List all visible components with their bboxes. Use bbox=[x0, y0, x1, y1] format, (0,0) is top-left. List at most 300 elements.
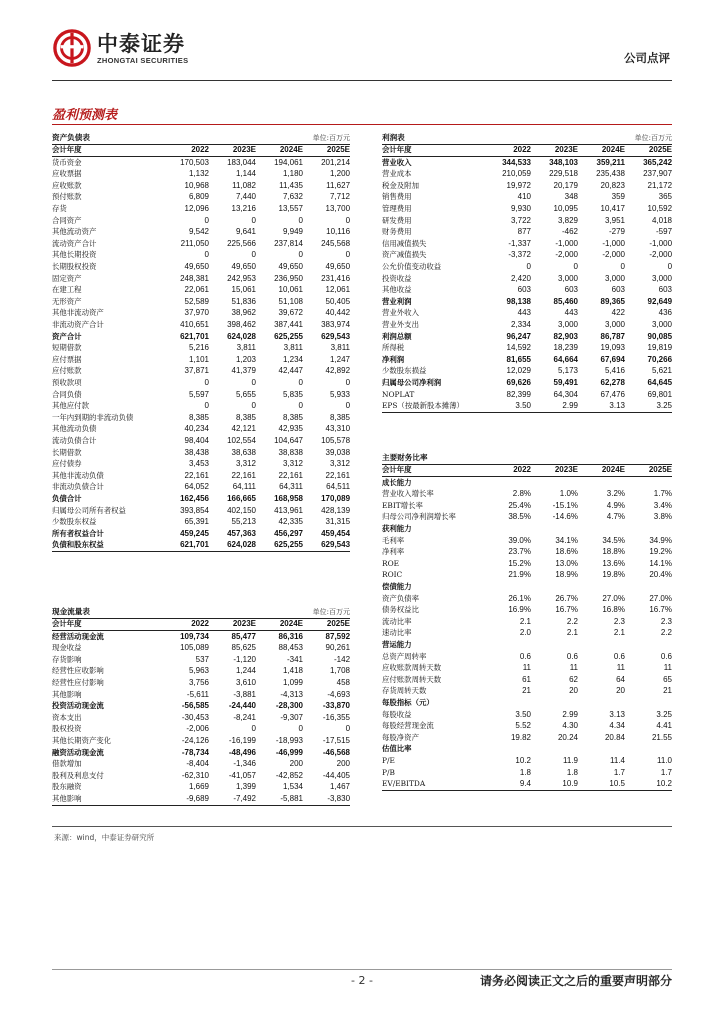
header-label: 会计年度 bbox=[52, 144, 162, 157]
row-value: 0 bbox=[204, 250, 209, 260]
row-value: 398,462 bbox=[227, 320, 256, 329]
row-value: 413,961 bbox=[274, 505, 303, 515]
row-value: 4.34 bbox=[609, 721, 625, 731]
row-label: NOPLAT bbox=[382, 389, 415, 399]
row-label: 其他非流动负债 bbox=[52, 470, 104, 480]
row-value: 0.6 bbox=[566, 651, 578, 661]
row-value: 625,255 bbox=[256, 540, 303, 552]
row-label: 营业外支出 bbox=[382, 320, 419, 329]
row-value: 41,379 bbox=[231, 366, 256, 376]
row-value bbox=[578, 477, 625, 489]
row-value: 11.0 bbox=[657, 755, 672, 765]
row-value: 10,116 bbox=[326, 227, 351, 237]
row-label: EV/EBITDA bbox=[382, 779, 484, 791]
row-value: 22,061 bbox=[184, 285, 209, 295]
row-value: 42,121 bbox=[231, 424, 256, 434]
table-row bbox=[52, 447, 350, 459]
row-label: 投资收益 bbox=[382, 273, 412, 283]
row-value: 3,312 bbox=[329, 459, 351, 469]
row-label: 财务费用 bbox=[382, 227, 412, 237]
row-label: 短期借款 bbox=[52, 343, 82, 353]
row-value: 14.1% bbox=[649, 558, 672, 568]
row-value: -2,000 bbox=[555, 250, 578, 260]
section-divider bbox=[52, 124, 672, 125]
row-value: 39,038 bbox=[325, 447, 351, 457]
row-value: -15.1% bbox=[552, 500, 578, 510]
row-value: 2.1 bbox=[566, 628, 578, 638]
row-value: 5,963 bbox=[188, 666, 209, 676]
table-row bbox=[382, 512, 672, 524]
row-label: 资产负债率 bbox=[382, 593, 419, 603]
row-value: 200 bbox=[289, 759, 303, 769]
row-value: 1.7 bbox=[660, 767, 672, 777]
row-value: 69,801 bbox=[647, 389, 673, 399]
row-value: 14,592 bbox=[506, 343, 531, 353]
source-divider bbox=[52, 826, 672, 827]
row-label: 归属母公司所有者权益 bbox=[52, 505, 126, 515]
row-label: 其他长期资产变化 bbox=[52, 736, 112, 746]
row-value: 10,061 bbox=[278, 285, 303, 295]
row-value: -30,453 bbox=[181, 712, 209, 722]
row-value: 3,951 bbox=[604, 215, 625, 225]
row-value: 387,441 bbox=[274, 320, 303, 329]
row-value: 0.6 bbox=[660, 651, 672, 661]
row-value: 456,297 bbox=[274, 528, 303, 538]
row-label: 非流动负债合计 bbox=[52, 482, 104, 492]
balance-sheet-table bbox=[52, 132, 350, 552]
brand-name-cn: 中泰证券 bbox=[97, 31, 185, 56]
table-row bbox=[382, 593, 672, 605]
row-value: 9,930 bbox=[510, 204, 531, 214]
row-label: 投资活动现金流 bbox=[52, 701, 104, 711]
row-value: 2,334 bbox=[510, 320, 531, 329]
row-value: -4,693 bbox=[327, 689, 351, 699]
table-row bbox=[382, 651, 672, 663]
table-row bbox=[52, 424, 350, 436]
row-value: 37,970 bbox=[184, 308, 209, 318]
row-value bbox=[531, 477, 578, 489]
row-label: 税金及附加 bbox=[382, 180, 419, 190]
row-value: 70,266 bbox=[647, 354, 673, 364]
row-value: 1,467 bbox=[329, 782, 351, 792]
row-label: EBIT增长率 bbox=[382, 500, 423, 510]
table-row bbox=[52, 528, 350, 540]
row-value: 102,554 bbox=[227, 435, 256, 445]
row-value: 3,000 bbox=[651, 273, 673, 283]
row-label: 预付账款 bbox=[52, 192, 82, 202]
row-value: 19,972 bbox=[506, 180, 531, 190]
row-value: 0 bbox=[204, 401, 209, 411]
table-row bbox=[382, 605, 672, 617]
row-label: 融资活动现金流 bbox=[52, 747, 104, 757]
row-value: 4.9% bbox=[606, 500, 625, 510]
row-value: 20 bbox=[569, 686, 578, 696]
row-value: 1,101 bbox=[188, 354, 209, 364]
row-value: 236,950 bbox=[274, 273, 303, 283]
row-label: P/B bbox=[382, 767, 395, 777]
table-row bbox=[52, 262, 350, 274]
row-value: 86,787 bbox=[600, 331, 625, 341]
table-row bbox=[382, 238, 672, 250]
header-label: 会计年度 bbox=[52, 618, 162, 631]
row-label: 负债合计 bbox=[52, 493, 82, 503]
row-label: 少数股东权益 bbox=[52, 517, 97, 527]
table-row bbox=[52, 782, 350, 794]
row-value: 1,247 bbox=[329, 354, 351, 364]
row-value: 34.1% bbox=[555, 535, 578, 545]
row-value: 20 bbox=[616, 686, 625, 696]
row-label: 其他流动资产 bbox=[52, 227, 97, 237]
table-row bbox=[382, 477, 672, 489]
table-row bbox=[52, 540, 350, 552]
row-value: 19.8% bbox=[602, 570, 625, 580]
row-label: 营业成本 bbox=[382, 169, 412, 179]
row-value: 428,139 bbox=[321, 505, 351, 515]
table-row bbox=[52, 169, 350, 181]
table-row bbox=[382, 227, 672, 239]
table-title: 现金流量表 bbox=[52, 606, 256, 618]
row-value bbox=[578, 744, 625, 756]
row-value: 87,592 bbox=[325, 631, 351, 641]
row-value: 2.2 bbox=[566, 616, 578, 626]
row-value: 85,625 bbox=[231, 643, 256, 653]
row-value: 21 bbox=[663, 686, 672, 696]
table-row bbox=[52, 770, 350, 782]
row-value: 2.99 bbox=[531, 401, 578, 413]
table-row bbox=[382, 535, 672, 547]
row-label: 经营性应付影响 bbox=[52, 678, 104, 688]
row-value: 51,836 bbox=[231, 296, 256, 306]
row-value bbox=[625, 744, 672, 756]
row-label: 偿债能力 bbox=[382, 582, 412, 592]
row-value: 9,949 bbox=[282, 227, 303, 237]
row-label: 净利率 bbox=[382, 547, 405, 557]
row-value: 0 bbox=[345, 401, 351, 411]
row-value bbox=[531, 697, 578, 709]
row-value: 11.9 bbox=[563, 755, 578, 765]
header-year: 2025E bbox=[303, 618, 350, 631]
row-value: 37,871 bbox=[184, 366, 209, 376]
table-row bbox=[52, 724, 350, 736]
row-value: 25.4% bbox=[508, 500, 531, 510]
brand-name-en: ZHONGTAI SECURITIES bbox=[97, 55, 189, 65]
row-label: 营运能力 bbox=[382, 640, 412, 649]
row-label: 总资产周转率 bbox=[382, 651, 427, 661]
row-value: -8,241 bbox=[233, 712, 256, 722]
row-value: 109,734 bbox=[180, 631, 209, 641]
row-value: -1,337 bbox=[508, 238, 531, 248]
row-value: 20.4% bbox=[649, 570, 672, 580]
row-value: 19,819 bbox=[647, 343, 673, 353]
row-value: 393,854 bbox=[180, 505, 209, 515]
row-value: 49,650 bbox=[184, 262, 209, 272]
row-value: 2.99 bbox=[562, 709, 578, 719]
row-value: 3,000 bbox=[557, 273, 578, 283]
table-row bbox=[52, 343, 350, 355]
table-row bbox=[382, 320, 672, 332]
row-value: 39,672 bbox=[278, 308, 303, 318]
table-row bbox=[52, 401, 350, 413]
header-year: 2022 bbox=[484, 144, 531, 157]
row-label: 资本支出 bbox=[52, 712, 82, 722]
row-value: -44,405 bbox=[322, 770, 351, 780]
row-value: 67,694 bbox=[600, 354, 625, 364]
row-value: 18,239 bbox=[553, 343, 578, 353]
row-value: 11 bbox=[569, 663, 578, 673]
row-value: 1.8 bbox=[566, 767, 578, 777]
row-value: 5,933 bbox=[329, 389, 351, 399]
table-header-row bbox=[52, 618, 350, 631]
table-row bbox=[52, 320, 350, 332]
row-label: 应付账款周转天数 bbox=[382, 674, 442, 684]
table-row bbox=[382, 709, 672, 721]
table-row bbox=[52, 389, 350, 401]
table-row bbox=[382, 674, 672, 686]
row-value: 105,089 bbox=[180, 643, 209, 653]
row-value: -7,492 bbox=[209, 794, 256, 806]
row-value: 242,953 bbox=[227, 273, 256, 283]
table-row bbox=[382, 204, 672, 216]
table-row bbox=[382, 779, 672, 791]
row-label: 股权投资 bbox=[52, 724, 82, 734]
row-label: P/E bbox=[382, 755, 395, 765]
row-value: -142 bbox=[334, 654, 351, 664]
row-label: 现金收益 bbox=[52, 643, 82, 653]
row-value: 0 bbox=[251, 215, 256, 225]
row-value: 9.4 bbox=[484, 779, 531, 791]
row-value: 62,278 bbox=[600, 377, 625, 387]
company-logo bbox=[53, 28, 188, 68]
row-value: -5,881 bbox=[256, 794, 303, 806]
row-value: 3.50 bbox=[515, 709, 531, 719]
row-label: 利润总额 bbox=[382, 331, 412, 341]
table-row bbox=[382, 755, 672, 767]
row-value: 603 bbox=[658, 285, 673, 295]
row-value: 55,213 bbox=[231, 517, 256, 527]
table-row bbox=[52, 701, 350, 713]
row-value: 8,385 bbox=[329, 412, 351, 422]
row-value: 7,632 bbox=[282, 192, 303, 202]
row-value: 5,416 bbox=[604, 366, 625, 376]
row-value: 18.6% bbox=[555, 547, 578, 557]
table-row bbox=[382, 767, 672, 779]
row-value: 3.25 bbox=[656, 709, 672, 719]
row-value: 3,811 bbox=[283, 343, 303, 353]
header-year: 2023E bbox=[209, 618, 256, 631]
table-row bbox=[382, 192, 672, 204]
row-value: -16,199 bbox=[228, 736, 256, 746]
row-value: 12,061 bbox=[325, 285, 351, 295]
row-label: 流动负债合计 bbox=[52, 435, 97, 445]
cash-flow-table bbox=[52, 606, 350, 806]
row-value: 3.25 bbox=[625, 401, 672, 413]
table-header-row bbox=[382, 144, 672, 157]
row-value: 537 bbox=[195, 654, 209, 664]
row-value: 3,000 bbox=[604, 320, 625, 329]
row-label: 所有者权益合计 bbox=[52, 528, 104, 538]
table-row bbox=[382, 582, 672, 594]
table-title-row bbox=[382, 132, 672, 144]
row-value: 1,234 bbox=[282, 354, 303, 364]
row-value: 0 bbox=[345, 724, 351, 734]
table-row bbox=[52, 666, 350, 678]
row-value: 603 bbox=[611, 285, 625, 295]
row-value: 3,312 bbox=[282, 459, 303, 469]
table-row bbox=[52, 459, 350, 471]
row-value: 1,244 bbox=[235, 666, 256, 676]
row-value: 7,440 bbox=[235, 192, 256, 202]
table-row bbox=[52, 747, 350, 759]
row-value: 183,044 bbox=[227, 157, 256, 167]
row-value: -1,000 bbox=[649, 238, 673, 248]
row-value: 3.4% bbox=[653, 500, 672, 510]
row-value: 348 bbox=[564, 192, 578, 202]
row-label: EPS（按最新股本摊薄） bbox=[382, 401, 484, 413]
row-value: 90,085 bbox=[647, 331, 673, 341]
table-row bbox=[382, 354, 672, 366]
row-value: 0 bbox=[298, 401, 303, 411]
table-row bbox=[52, 157, 350, 169]
row-value: 1,708 bbox=[329, 666, 351, 676]
table-row bbox=[382, 489, 672, 501]
row-value: 359 bbox=[611, 192, 625, 202]
table-row bbox=[52, 308, 350, 320]
row-value: 0 bbox=[620, 262, 625, 272]
row-value: 22,161 bbox=[231, 470, 256, 480]
table-row bbox=[52, 366, 350, 378]
row-value: 2.8% bbox=[512, 489, 531, 499]
table-row bbox=[382, 273, 672, 285]
source-note: 来源：wind，中泰证券研究所 bbox=[54, 833, 155, 842]
row-value: 3,000 bbox=[651, 320, 673, 329]
row-value: 11,435 bbox=[279, 180, 303, 190]
row-label: 货币资金 bbox=[52, 157, 82, 167]
row-value: 49,650 bbox=[231, 262, 256, 272]
row-value: 3.13 bbox=[578, 401, 625, 413]
row-value: 0 bbox=[298, 250, 303, 260]
row-value: 26.1% bbox=[508, 593, 531, 603]
row-value: 43,310 bbox=[325, 424, 351, 434]
row-value: 3,722 bbox=[510, 215, 531, 225]
row-value: 34.9% bbox=[649, 535, 672, 545]
row-value: 64,645 bbox=[647, 377, 673, 387]
header-year: 2022 bbox=[162, 618, 209, 631]
table-row bbox=[52, 204, 350, 216]
row-value: -2,006 bbox=[186, 724, 209, 734]
row-value: 22,161 bbox=[184, 470, 209, 480]
table-row bbox=[52, 470, 350, 482]
row-value: 42,447 bbox=[278, 366, 303, 376]
row-label: 营业收入增长率 bbox=[382, 489, 434, 499]
table-row bbox=[52, 180, 350, 192]
row-value: 1,418 bbox=[282, 666, 303, 676]
row-value: 69,626 bbox=[506, 377, 531, 387]
row-value: 2.0 bbox=[519, 628, 531, 638]
row-value: 245,568 bbox=[321, 238, 351, 248]
row-label: 合同负债 bbox=[52, 389, 82, 399]
row-value: 50,405 bbox=[325, 296, 351, 306]
row-value bbox=[625, 640, 672, 652]
table-row bbox=[382, 366, 672, 378]
row-value: -341 bbox=[286, 654, 303, 664]
row-label: 归母公司净利润增长率 bbox=[382, 512, 456, 522]
table-row bbox=[52, 736, 350, 748]
table-row bbox=[52, 794, 350, 806]
row-value: 200 bbox=[336, 759, 351, 769]
row-value: 34.5% bbox=[602, 535, 625, 545]
row-value: -56,585 bbox=[181, 701, 209, 711]
header-year: 2024E bbox=[578, 464, 625, 477]
row-value: 2.1 bbox=[613, 628, 625, 638]
row-value: 5,173 bbox=[557, 366, 578, 376]
row-label: ROE bbox=[382, 558, 400, 568]
row-value bbox=[484, 477, 531, 489]
row-value: 0 bbox=[526, 262, 531, 272]
row-value: 603 bbox=[564, 285, 578, 295]
row-value: 436 bbox=[658, 308, 673, 318]
row-value: 96,247 bbox=[506, 331, 531, 341]
row-value: 3.13 bbox=[609, 709, 625, 719]
table-row bbox=[382, 401, 672, 413]
row-value: -62,310 bbox=[181, 770, 209, 780]
row-label: 应收账款 bbox=[52, 180, 82, 190]
row-value: 6,809 bbox=[188, 192, 209, 202]
row-value: -46,999 bbox=[275, 747, 303, 757]
row-value: 1.0% bbox=[559, 489, 578, 499]
header-year: 2024E bbox=[578, 144, 625, 157]
row-value: 4.30 bbox=[562, 721, 578, 731]
row-value bbox=[578, 524, 625, 536]
row-value bbox=[484, 582, 531, 594]
row-value: 3,610 bbox=[235, 678, 256, 688]
row-value bbox=[625, 582, 672, 594]
table-title: 利润表 bbox=[382, 132, 578, 144]
row-value: 42,335 bbox=[278, 517, 303, 527]
row-label: 合同资产 bbox=[52, 215, 82, 225]
row-label: 股东融资 bbox=[52, 782, 82, 792]
row-value: 4.41 bbox=[656, 721, 672, 731]
row-value: 11 bbox=[522, 663, 531, 673]
row-value: 3,829 bbox=[557, 215, 578, 225]
row-value: -17,515 bbox=[322, 736, 351, 746]
header-year: 2023E bbox=[209, 144, 256, 157]
row-value: 13.0% bbox=[555, 558, 578, 568]
table-row bbox=[52, 678, 350, 690]
row-value: 26.7% bbox=[555, 593, 578, 603]
row-value: 0 bbox=[667, 262, 673, 272]
row-value: 231,416 bbox=[321, 273, 351, 283]
row-value bbox=[531, 744, 578, 756]
row-label: 营业收入 bbox=[382, 157, 412, 167]
row-value: 13,557 bbox=[278, 204, 303, 214]
row-value: 422 bbox=[611, 308, 625, 318]
row-value: 98,404 bbox=[184, 435, 209, 445]
row-label: 每股净资产 bbox=[382, 732, 419, 742]
row-label: 估值比率 bbox=[382, 744, 412, 754]
table-row bbox=[52, 273, 350, 285]
financial-ratios-table bbox=[382, 452, 672, 791]
table-row bbox=[52, 354, 350, 366]
row-value: 1,180 bbox=[282, 169, 303, 179]
table-row bbox=[382, 570, 672, 582]
row-value: 4.7% bbox=[606, 512, 625, 522]
table-title-row bbox=[52, 132, 350, 144]
row-value: 15,061 bbox=[231, 285, 256, 295]
row-value bbox=[578, 582, 625, 594]
table-row bbox=[382, 296, 672, 308]
row-value: 3,811 bbox=[330, 343, 351, 353]
row-value: 365,242 bbox=[643, 157, 673, 167]
